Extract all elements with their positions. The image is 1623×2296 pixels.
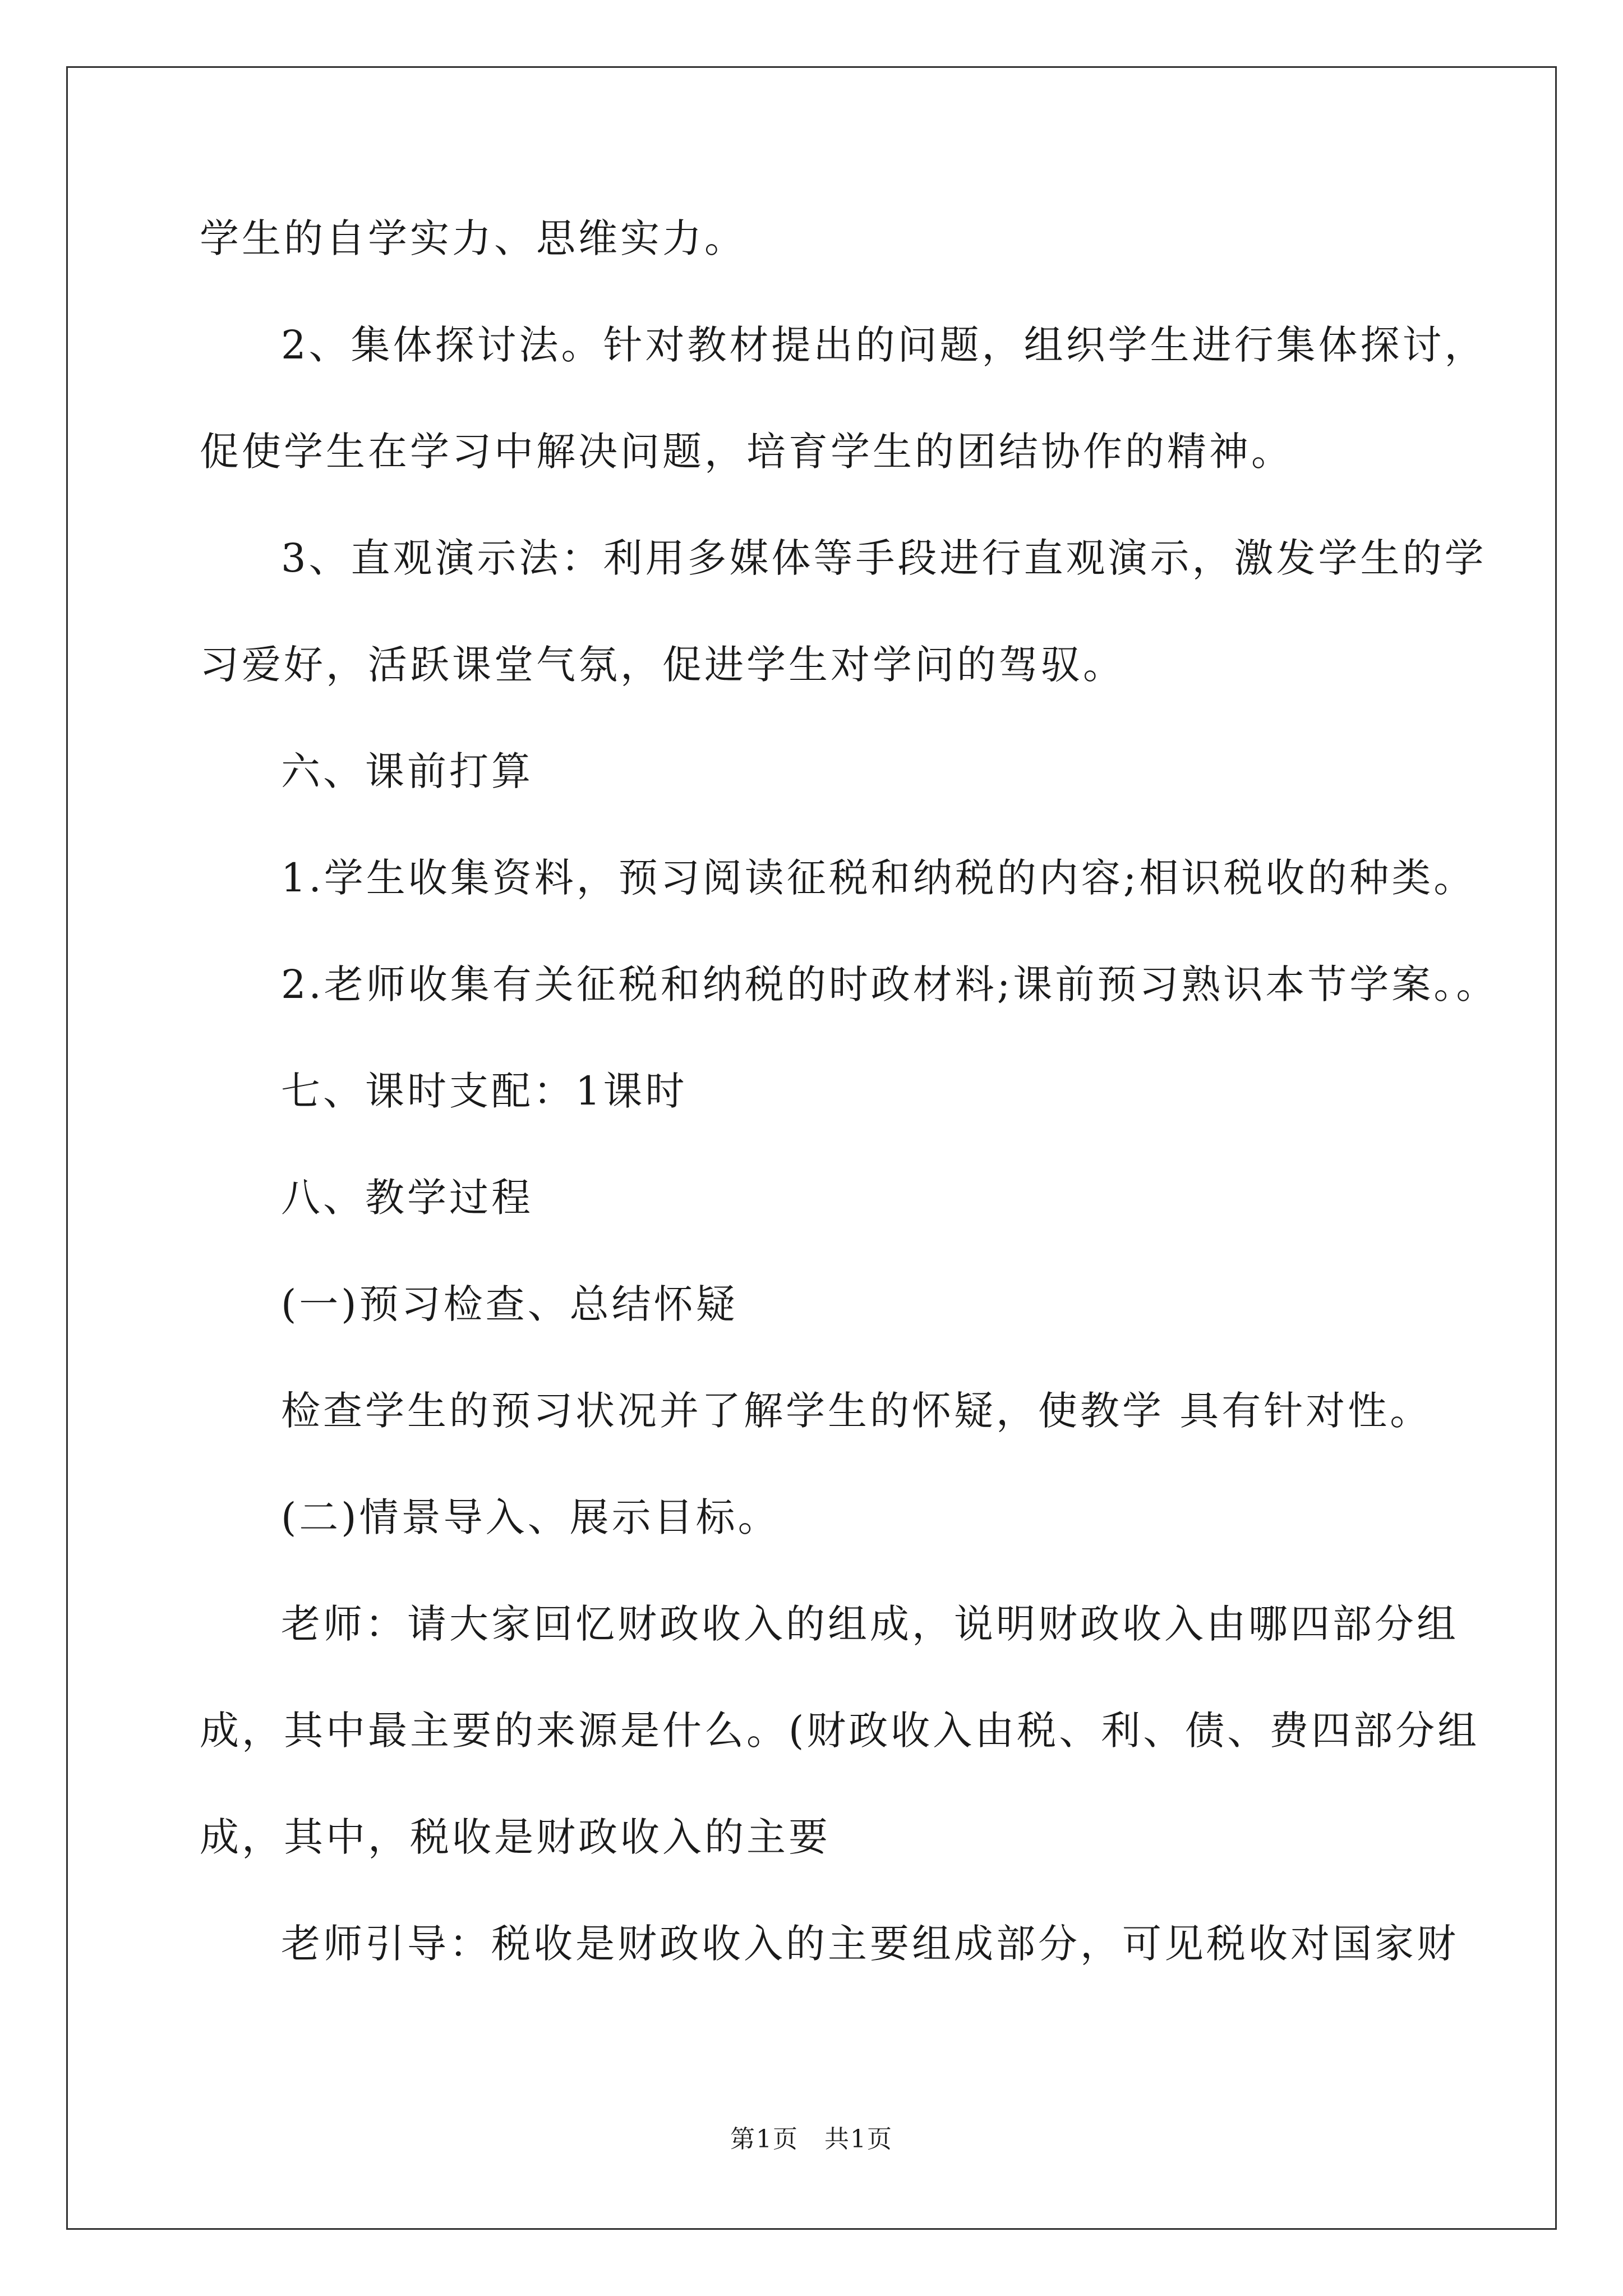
text-line: 老师引导：税收是财政收入的主要组成部分，可见税收对国家财 (281, 1921, 1459, 1967)
subsection-heading: (二)情景导入、展示目标。 (281, 1494, 780, 1540)
section-heading: 七、课时支配：1课时 (281, 1068, 688, 1114)
text-line: 2.老师收集有关征税和纳税的时政材料;课前预习熟识本节学案。。 (281, 961, 1498, 1007)
text-line: 习爱好，活跃课堂气氛，促进学生对学问的驾驭。 (200, 642, 1125, 688)
text-line: 检查学生的预习状况并了解学生的怀疑，使教学 具有针对性。 (281, 1388, 1432, 1434)
page-footer: 第1页 共1页 (730, 2125, 893, 2154)
text-line: 学生的自学实力、思维实力。 (200, 215, 746, 261)
section-heading: 八、教学过程 (281, 1175, 533, 1221)
subsection-heading: (一)预习检查、总结怀疑 (281, 1281, 738, 1327)
page-border (66, 66, 1557, 2230)
text-line: 3、直观演示法：利用多媒体等手段进行直观演示，激发学生的学 (281, 535, 1487, 581)
section-heading: 六、课前打算 (281, 748, 533, 794)
text-line: 老师：请大家回忆财政收入的组成，说明财政收入由哪四部分组 (281, 1601, 1459, 1647)
text-line: 促使学生在学习中解决问题，培育学生的团结协作的精神。 (200, 429, 1293, 475)
text-line: 成，其中，税收是财政收入的主要 (200, 1814, 831, 1860)
text-line: 1.学生收集资料，预习阅读征税和纳税的内容;相识税收的种类。 (281, 855, 1476, 901)
text-line: 成，其中最主要的来源是什么。(财政收入由税、利、债、费四部分组 (200, 1708, 1480, 1754)
text-line: 2、集体探讨法。针对教材提出的问题，组织学生进行集体探讨， (281, 322, 1487, 368)
